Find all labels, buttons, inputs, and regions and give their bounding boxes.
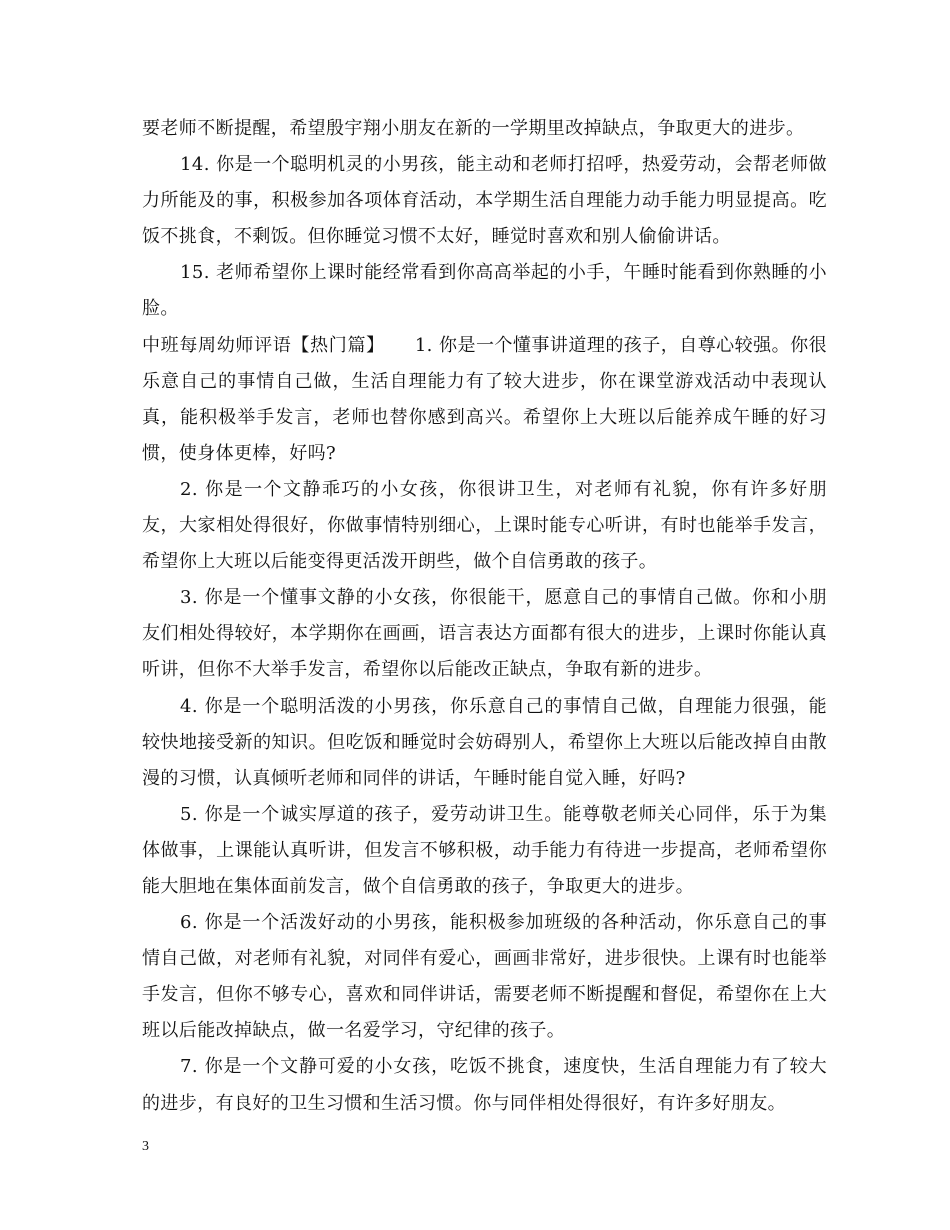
list-item-2: 2. 你是一个文静乖巧的小女孩，你很讲卫生，对老师有礼貌，你有许多好朋友，大家相处得很好，你做事情特别细心，上课时能专心听讲，有时也能举手发言，希望你上大班以后能变得更活泼开朗些，做个自信勇敢的孩子。 [142,478,827,573]
list-item-14: 14. 你是一个聪明机灵的小男孩，能主动和老师打招呼，热爱劳动，会帮老师做力所能及的事，积极参加各项体育活动，本学期生活自理能力动手能力明显提高。吃饭不挑食，不剩饭。但你睡觉习惯不太好，睡觉时喜欢和别人偷偷讲话。 [142,154,827,248]
list-item-4: 4. 你是一个聪明活泼的小男孩，你乐意自己的事情自己做，自理能力很强，能较快地接受新的知识。但吃饭和睡觉时会妨碍别人，希望你上大班以后能改掉自由散漫的习惯，认真倾听老师和同伴的讲话，午睡时能自觉入睡，好吗? [142,695,827,789]
section-paragraph [142,328,827,472]
document-body [142,111,827,1122]
list-item-15: 15. 老师希望你上课时能经常看到你高高举起的小手，午睡时能看到你熟睡的小脸。 [142,262,827,320]
list-item-1: 1. 你是一个懂事讲道理的孩子，自尊心较强。你很乐意自己的事情自己做，生活自理能力有了较大进步，你在课堂游戏活动中表现认真，能积极举手发言，老师也替你感到高兴。希望你上大班以后能养成午睡的好习惯，使身体更棒，好吗? [142,334,827,464]
list-item-5: 5. 你是一个诚实厚道的孩子，爱劳动讲卫生。能尊敬老师关心同伴，乐于为集体做事，上课能认真听讲，但发言不够积极，动手能力有待进一步提高，老师希望你能大胆地在集体面前发言，做个自信勇敢的孩子，争取更大的进步。 [142,803,827,897]
page-number: 3 [142,1139,149,1154]
list-item-7: 7. 你是一个文静可爱的小女孩，吃饭不挑食，速度快，生活自理能力有了较大的进步，有良好的卫生习惯和生活习惯。你与同伴相处得很好，有许多好朋友。 [142,1056,827,1114]
list-item-3: 3. 你是一个懂事文静的小女孩，你很能干，愿意自己的事情自己做。你和小朋友们相处得较好，本学期你在画画，语言表达方面都有很大的进步，上课时你能认真听讲，但你不大举手发言，希望你以后能改正缺点，争取有新的进步。 [142,587,827,681]
list-item-6: 6. 你是一个活泼好动的小男孩，能积极参加班级的各种活动，你乐意自己的事情自己做，对老师有礼貌，对同伴有爱心，画画非常好，进步很快。上课有时也能举手发言，但你不够专心，喜欢和同伴讲话，需要老师不断提醒和督促，希望你在上大班以后能改掉缺点，做一名爱学习，守纪律的孩子。 [142,912,827,1042]
paragraph-continuation: 要老师不断提醒，希望殷宇翔小朋友在新的一学期里改掉缺点，争取更大的进步。 [142,118,805,139]
section-heading: 中班每周幼师评语【热门篇】 [142,334,385,356]
